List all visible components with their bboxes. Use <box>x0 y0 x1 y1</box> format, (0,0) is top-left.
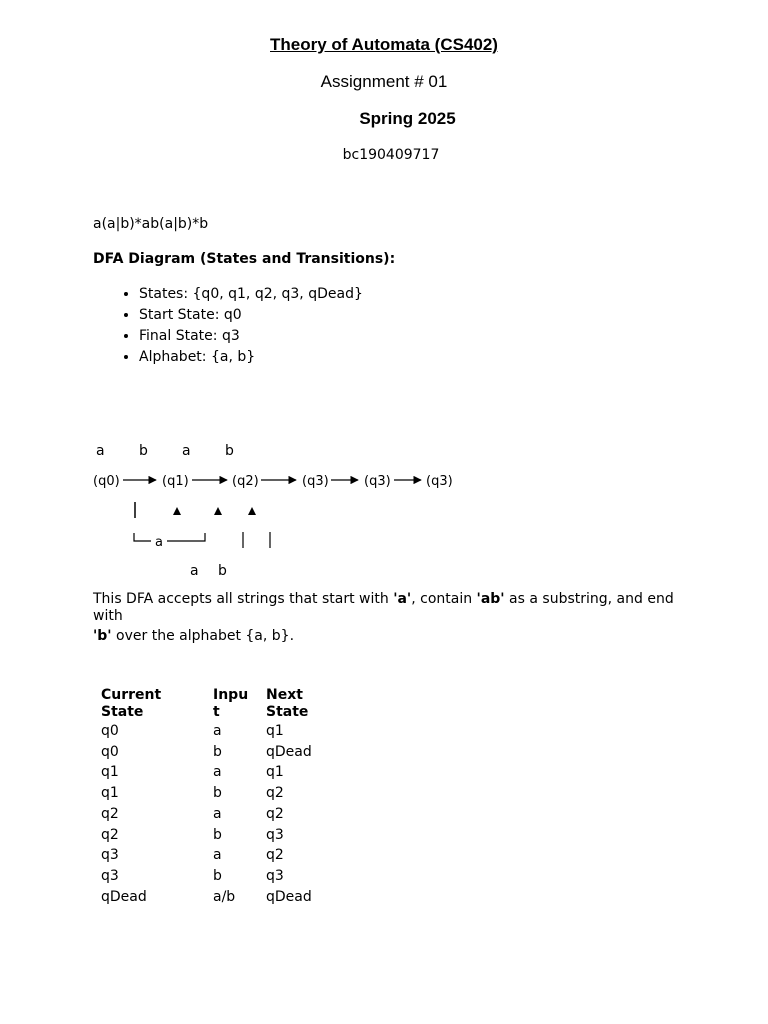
table-row: q2 a q2 <box>101 805 284 822</box>
table-row: q0 b qDead <box>101 743 312 760</box>
semester-label: Spring 2025 <box>359 109 456 128</box>
state-q1: (q1) <box>162 474 189 489</box>
top-label-a-2: a <box>182 443 191 459</box>
up-triangle-2 <box>214 507 222 515</box>
up-triangle-1 <box>173 507 181 515</box>
regular-expression: a(a|b)*ab(a|b)*b <box>93 216 209 232</box>
table-row: qDead a/b qDead <box>101 888 312 905</box>
course-title: Theory of Automata (CS402) <box>270 35 498 54</box>
header-input: Inpu t <box>213 687 249 720</box>
state-q3-b: (q3) <box>364 474 391 489</box>
state-q3-a: (q3) <box>302 474 329 489</box>
assignment-number: Assignment # 01 <box>320 72 448 91</box>
header-next-state: Next State <box>266 687 309 720</box>
loop-right-corner <box>167 533 205 541</box>
top-label-b-2: b <box>225 443 234 459</box>
up-triangle-3 <box>248 507 256 515</box>
loop-left-corner <box>134 533 151 541</box>
student-id: bc190409717 <box>342 147 440 163</box>
table-row: q2 b q3 <box>101 826 284 843</box>
dfa-description: This DFA accepts all strings that start with 'a', contain 'ab' as a substring, and end with 'b' over the alphabet {a, b}. <box>93 591 674 644</box>
list-item: • Start State: q0 <box>139 305 363 326</box>
table-row: q0 a q1 <box>101 723 284 739</box>
top-label-a-1: a <box>96 443 105 459</box>
top-label-b-1: b <box>139 443 148 459</box>
state-q0: (q0) <box>93 474 120 489</box>
table-row: q3 a q2 <box>101 847 284 864</box>
table-row: q1 a q1 <box>101 764 284 781</box>
list-item: • States: {q0, q1, q2, q3, qDead} <box>139 284 363 305</box>
bottom-label-b: b <box>218 563 227 579</box>
dfa-heading: DFA Diagram (States and Transitions): <box>93 251 396 267</box>
list-item: • Final State: q3 <box>139 326 363 347</box>
loop-label-a: a <box>155 535 163 550</box>
table-row: q3 b q3 <box>101 867 284 884</box>
table-row: q1 b q2 <box>101 785 284 802</box>
list-item: • Alphabet: {a, b} <box>139 347 363 368</box>
table-header-row <box>99 687 348 721</box>
state-q2: (q2) <box>232 474 259 489</box>
header-current-state: Current State <box>101 687 162 720</box>
transition-table <box>99 687 348 907</box>
bottom-label-a: a <box>190 563 199 579</box>
state-q3-c: (q3) <box>426 474 453 489</box>
